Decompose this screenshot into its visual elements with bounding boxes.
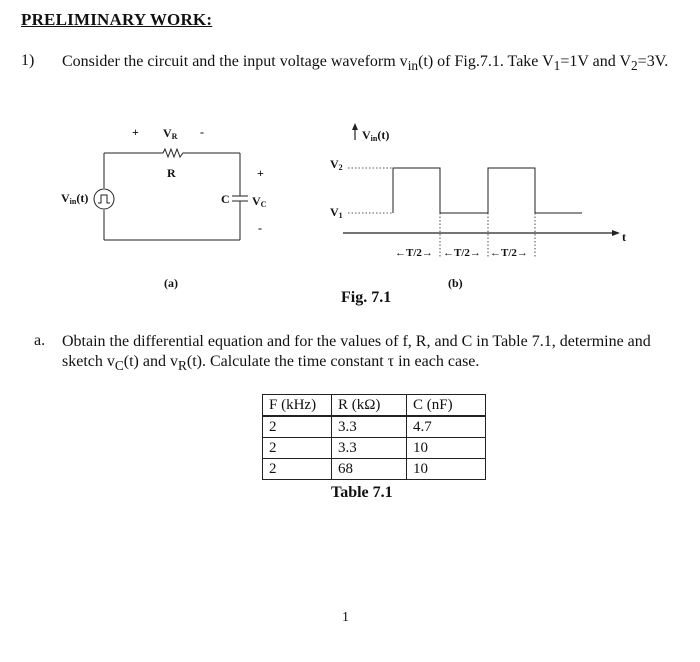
resistor-wire: [104, 149, 240, 157]
header-frequency: F (kHz): [263, 395, 332, 417]
period-label-2: ←T/2→: [443, 247, 481, 259]
time-label: t: [622, 230, 626, 244]
period-label-1: ←T/2→: [395, 247, 433, 259]
table-row: [263, 416, 486, 438]
subquestion-text: Obtain the differential equation and for the values of f, R, and C in Table 7.1, determine and sketch $v_C(t)$ and $v_R(t)$. Calculate the time constant τ in each case.: [62, 333, 651, 374]
values-table-wrapper: [262, 394, 486, 480]
figure-caption: Fig. 7.1: [341, 289, 392, 306]
period-label-3: ←T/2→: [490, 247, 528, 259]
v2-level-label: V2: [330, 157, 343, 172]
panel-label-a: (a): [164, 276, 178, 290]
vin-axis-label: Vin(t): [362, 128, 390, 143]
section-heading: PRELIMINARY WORK:: [21, 10, 213, 29]
table-row: [263, 438, 486, 459]
waveform-plot: [343, 123, 620, 258]
page-number: 1: [342, 610, 349, 625]
table-cell: 10: [407, 438, 486, 459]
table-cell: 68: [332, 459, 407, 480]
values-table: [262, 394, 486, 480]
subquestion-label: a.: [34, 332, 46, 349]
vin-label: Vin(t): [61, 191, 89, 206]
table-header-row: [263, 395, 486, 417]
table-cell: 2: [263, 416, 332, 438]
square-wave: [393, 168, 582, 213]
figure-7-1: [0, 100, 700, 290]
table-cell: 10: [407, 459, 486, 480]
table-cell: 4.7: [407, 416, 486, 438]
square-wave-glyph: [98, 195, 110, 203]
panel-label-b: (b): [448, 276, 463, 290]
table-caption: Table 7.1: [331, 484, 393, 501]
table-cell: 3.3: [332, 438, 407, 459]
vin-axis-arrowhead: [352, 123, 358, 130]
table-row: [263, 459, 486, 480]
table-cell: 2: [263, 459, 332, 480]
vc-label: VC: [252, 194, 267, 209]
time-axis-arrowhead: [612, 230, 620, 236]
vr-minus-sign: -: [200, 125, 204, 139]
table-cell: 3.3: [332, 416, 407, 438]
circuit-labels: [61, 125, 267, 235]
resistor-label: R: [167, 166, 176, 180]
vc-minus-sign: -: [258, 221, 262, 235]
header-capacitance: C (nF): [407, 395, 486, 417]
v1-level-label: V1: [330, 205, 343, 220]
waveform-labels: [330, 128, 626, 259]
vr-plus-sign: +: [132, 125, 139, 139]
header-resistance: R (kΩ): [332, 395, 407, 417]
capacitor-label: C: [221, 192, 230, 206]
source-circle: [94, 189, 114, 209]
vc-plus-sign: +: [257, 166, 264, 180]
vr-label: VR: [163, 126, 178, 141]
question-number: 1): [21, 52, 35, 69]
table-cell: 2: [263, 438, 332, 459]
question-text: Consider the circuit and the input voltage waveform $v_{in}(t)$ of Fig.7.1. Take $V_1=1V$ and $V_2=3V$.: [62, 53, 669, 74]
